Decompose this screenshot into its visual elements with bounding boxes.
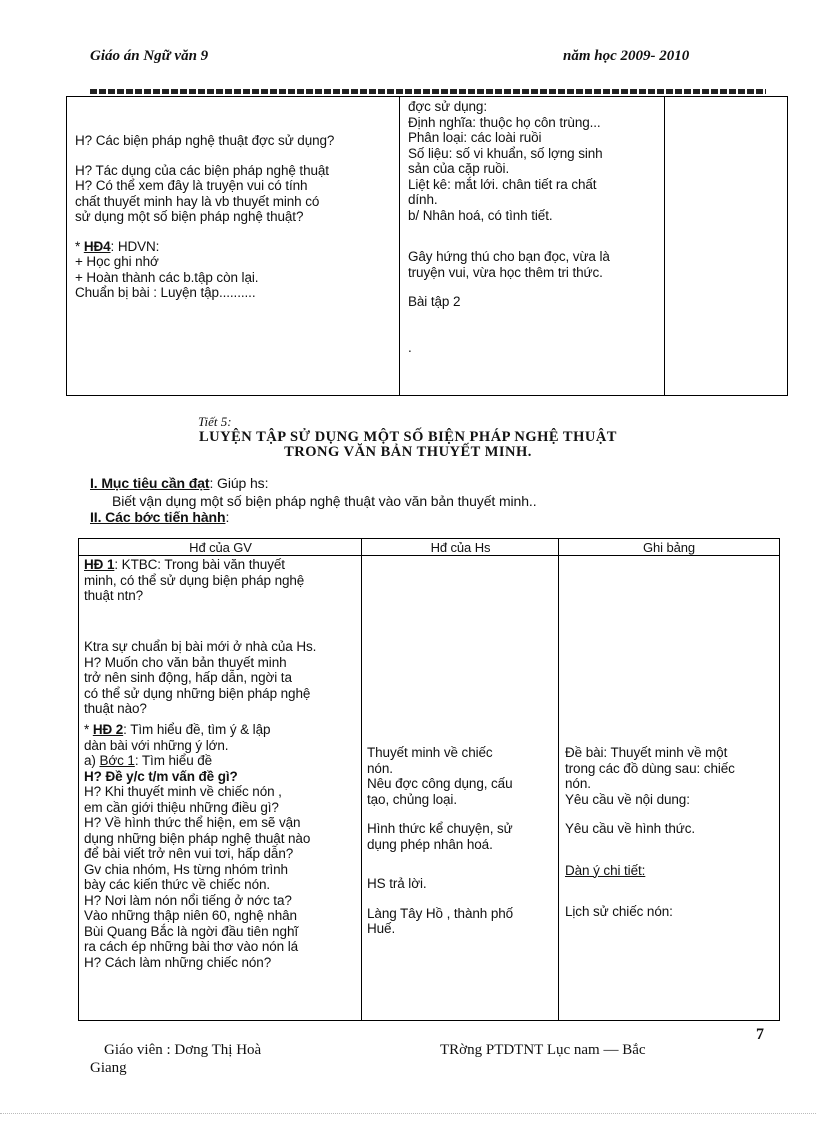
text-line: tạo, chủng loại. <box>367 791 457 807</box>
activities-table <box>78 538 780 1021</box>
lesson-title-line1: LUYỆN TẬP SỬ DỤNG MỘT SỐ BIỆN PHÁP NGHỆ THUẬT <box>199 429 617 445</box>
text-line: Gv chia nhóm, Hs từng nhóm trình <box>84 861 288 877</box>
text-line: Bùi Quang Bắc là ngời đầu tiên nghĩ <box>84 923 299 939</box>
col-teacher <box>79 539 362 1020</box>
text-line: . <box>408 339 412 355</box>
section-steps-label: II. Các bớc tiến hành <box>90 509 226 525</box>
col-header-teacher: Hđ của GV <box>189 540 252 555</box>
hd4-line: * HĐ4: HDVN: <box>75 238 160 254</box>
text-line: dụng phép nhân hoá. <box>367 836 493 852</box>
text-line: Liệt kê: mắt lới. chân tiết ra chất <box>408 176 597 192</box>
text-line: Hình thức kể chuyện, sử <box>367 821 513 836</box>
text-line: Huế. <box>367 921 396 936</box>
text-line: thuật ntn? <box>84 588 144 603</box>
text-line: H? Nơi làm nón nổi tiếng ở nớc ta? <box>84 892 292 908</box>
text-line: dụng những biện pháp nghệ thuật nào <box>84 830 311 846</box>
continued-table <box>66 96 788 396</box>
text-line: chất thuyết minh hay là vb thuyết minh có <box>75 193 320 209</box>
section-steps-tail: : <box>225 509 230 525</box>
lesson-number: Tiết 5: <box>198 414 232 429</box>
text-line: sử dụng một số biện pháp nghệ thuật? <box>75 209 304 224</box>
text-line: Chuẩn bị bài : Luyện tập.......... <box>75 285 256 300</box>
footer-school-cont: Giang <box>90 1060 127 1076</box>
hd2-label: HĐ 2 <box>92 722 124 737</box>
text-line: H? Cách làm những chiếc nón? <box>84 954 272 970</box>
student-activity <box>367 745 513 937</box>
objectives-text: Biết vận dụng một số biện pháp nghệ thuật vào văn bản thuyết minh.. <box>112 493 537 509</box>
text-line: Gây hứng thú cho bạn đọc, vừa là <box>408 249 610 264</box>
continued-col-student-text <box>408 99 610 355</box>
text-line: H? Về hình thức thể hiện, em sẽ vận <box>84 815 301 830</box>
teacher-activity-2 <box>84 722 310 970</box>
header-row-divider <box>79 555 779 556</box>
text-line: H? Tác dụng của các biện pháp nghệ thuật <box>75 162 329 178</box>
text-line: sản của cặp ruồi. <box>408 161 510 176</box>
text-line: b/ Nhân hoá, có tình tiết. <box>408 207 553 223</box>
text-line: H? Muốn cho văn bản thuyết minh <box>84 654 287 670</box>
text-line: H? Các biện pháp nghệ thuật đợc sử dụng? <box>75 133 335 148</box>
text-line: H? Đề y/c t/m vấn đề gì? <box>84 768 238 784</box>
section-steps <box>90 510 229 526</box>
text-line: dính. <box>408 192 438 207</box>
text-line: Nêu đợc công dụng, cấu <box>367 776 513 791</box>
section-objectives <box>90 476 268 492</box>
text-line: H? Khi thuyết minh về chiếc nón , <box>84 784 282 799</box>
text-line: em cần giới thiệu những điều gì? <box>84 799 279 815</box>
text-line: Phân loại: các loài ruồi <box>408 130 542 145</box>
text-line: H? Có thể xem đây là truyện vui có tính <box>75 178 308 193</box>
text-line: minh, có thể sử dụng biện pháp nghệ <box>84 572 305 588</box>
text-line: + Học ghi nhớ <box>75 254 159 269</box>
step1-line: a) Bớc 1: Tìm hiểu đề <box>84 753 213 768</box>
text-line: Yêu cầu về hình thức. <box>565 821 696 836</box>
hd1-line: HĐ 1: KTBC: Trong bài văn thuyết <box>84 557 285 572</box>
text-line: nón. <box>565 776 591 791</box>
col-header-student: Hđ của Hs <box>430 540 491 555</box>
continued-col-teacher-text <box>75 133 334 301</box>
text-line: nón. <box>367 760 393 776</box>
page-edge <box>0 1113 816 1114</box>
footer-school: TRờng PTDTNT Lục nam — Bắc <box>440 1042 646 1058</box>
text-line: dàn bài với những ý lớn. <box>84 737 229 753</box>
col-header-board: Ghi bảng <box>643 540 695 555</box>
text-line: Đề bài: Thuyết minh về một <box>565 745 728 760</box>
text-line: HS trả lời. <box>367 876 427 891</box>
board-notes <box>565 745 735 920</box>
text-line: Định nghĩa: thuộc họ côn trùng... <box>408 114 601 130</box>
col-board <box>559 539 779 1020</box>
text-line: truyện vui, vừa học thêm tri thức. <box>408 264 603 280</box>
text-line: đợc sử dụng: <box>408 99 487 114</box>
text-line: bày các kiến thức về chiếc nón. <box>84 877 271 892</box>
text-line: Ktra sự chuẩn bị bài mới ở nhà của Hs. <box>84 639 317 654</box>
section-objectives-label: I. Mục tiêu cần đạt <box>90 475 210 491</box>
text-line: Làng Tây Hồ , thành phố <box>367 905 514 921</box>
continued-col-student <box>400 97 665 395</box>
hd4-label: HĐ4 <box>83 238 111 254</box>
footer-teacher: Giáo viên : Dơng Thị Hoà <box>104 1042 262 1058</box>
text-line: ra cách ép những bài thơ vào nón lá <box>84 939 299 954</box>
header-rule <box>90 89 766 94</box>
text-line: Bài tập 2 <box>408 294 461 309</box>
text-line: Yêu cầu về nội dung: <box>565 791 690 807</box>
text-line: có thể sử dụng những biện pháp nghệ <box>84 685 311 701</box>
hd2-line: * HĐ 2: Tìm hiểu đề, tìm ý & lập <box>84 722 271 737</box>
text-line: thuật nào? <box>84 701 147 716</box>
text-line: để bài viết trở nên vui tơi, hấp dẫn? <box>84 846 294 861</box>
teacher-activity-1 <box>84 557 304 604</box>
continued-col-teacher <box>67 97 400 395</box>
text-line: + Hoàn thành các b.tập còn lại. <box>75 269 259 285</box>
header-right: năm học 2009- 2010 <box>563 48 690 64</box>
text-line: trở nên sinh động, hấp dẫn, ngời ta <box>84 670 292 685</box>
col-student <box>362 539 559 1020</box>
text-line: trong các đồ dùng sau: chiếc <box>565 760 735 776</box>
hd1-label: HĐ 1 <box>84 557 115 572</box>
text-line: Số liệu: số vi khuẩn, số lợng sinh <box>408 145 603 161</box>
text-line: Vào những thập niên 60, nghệ nhân <box>84 908 297 923</box>
lesson-title-line2: TRONG VĂN BẢN THUYẾT MINH. <box>284 444 532 460</box>
header-left: Giáo án Ngữ văn 9 <box>90 48 209 64</box>
text-line: Lịch sử chiếc nón: <box>565 904 673 919</box>
section-objectives-tail: : Giúp hs: <box>209 475 269 491</box>
outline-heading: Dàn ý chi tiết: <box>565 862 646 878</box>
text-line: Thuyết minh về chiếc <box>367 745 493 760</box>
teacher-activity-check <box>84 639 316 717</box>
page-number: 7 <box>756 1026 764 1043</box>
